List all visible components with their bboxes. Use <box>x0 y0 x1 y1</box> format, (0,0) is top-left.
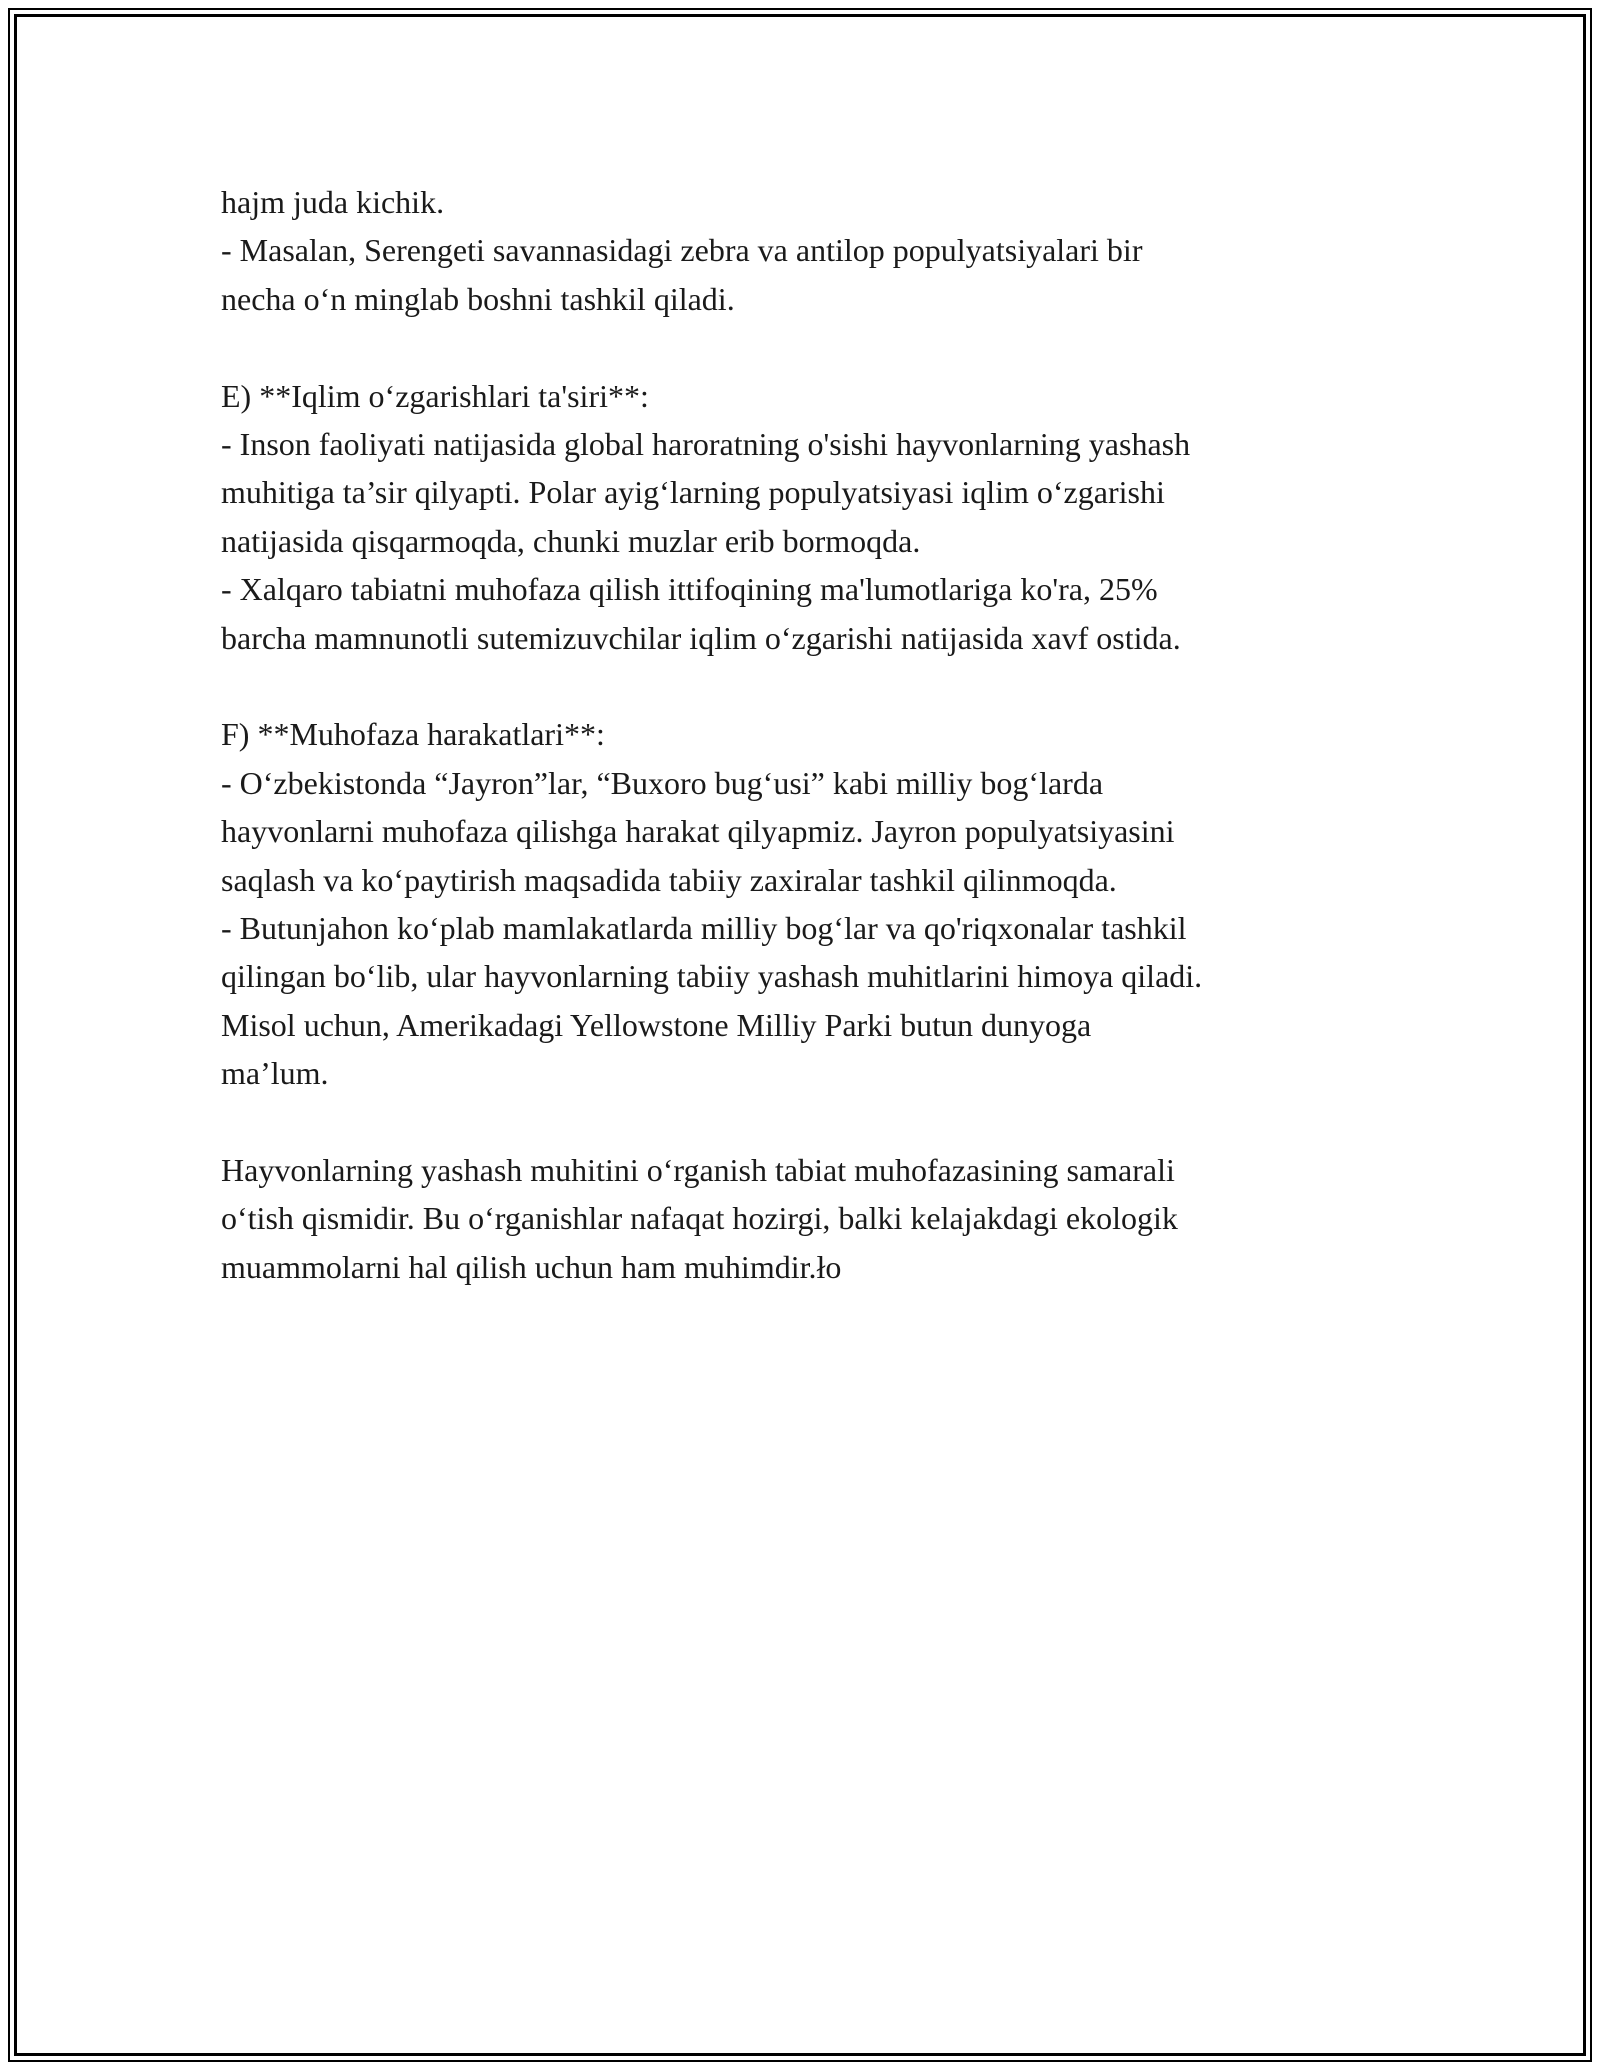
text-line: barcha mamnunotli sutemizuvchilar iqlim o‘zgarishi natijasida xavf ostida. <box>221 619 1181 656</box>
text-line: - Masalan, Serengeti savannasidagi zebra va antilop populyatsiyalari bir <box>221 232 1143 269</box>
section-heading: E) **Iqlim o‘zgarishlari ta'siri**: <box>221 377 649 414</box>
text-line: necha o‘n minglab boshni tashkil qiladi. <box>221 280 735 317</box>
text-line: natijasida qisqarmoqda, chunki muzlar erib bormoqda. <box>221 522 921 559</box>
text-line: hayvonlarni muhofaza qilishga harakat qilyapmiz. Jayron populyatsiyasini <box>221 813 1175 850</box>
text-line: muammolarni hal qilish uchun ham muhimdir.ło <box>221 1248 842 1285</box>
text-line: - Xalqaro tabiatni muhofaza qilish ittifoqining ma'lumotlariga ko'ra, 25% <box>221 571 1158 608</box>
text-line: saqlash va ko‘paytirish maqsadida tabiiy zaxiralar tashkil qilinmoqda. <box>221 861 1117 898</box>
text-line: ma’lum. <box>221 1055 329 1092</box>
document-body <box>221 178 1371 1291</box>
text-line: o‘tish qismidir. Bu o‘rganishlar nafaqat hozirgi, balki kelajakdagi ekologik <box>221 1200 1178 1237</box>
section-heading: F) **Muhofaza harakatlari**: <box>221 716 605 753</box>
text-line: hajm juda kichik. <box>221 184 445 220</box>
text-line: qilingan bo‘lib, ular hayvonlarning tabiiy yashash muhitlarini himoya qiladi. <box>221 958 1203 995</box>
paragraph-intro <box>221 178 1371 323</box>
text-line: muhitiga ta’sir qilyapti. Polar ayig‘larning populyatsiyasi iqlim o‘zgarishi <box>221 474 1165 511</box>
text-line: Hayvonlarning yashash muhitini o‘rganish tabiat muhofazasining samarali <box>221 1152 1175 1189</box>
section-climate-change <box>221 372 1371 662</box>
text-line: Misol uchun, Amerikadagi Yellowstone Milliy Parki butun dunyoga <box>221 1006 1092 1043</box>
text-line: - Inson faoliyati natijasida global haroratning o'sishi hayvonlarning yashash <box>221 426 1191 463</box>
text-line: - Butunjahon ko‘plab mamlakatlarda milliy bog‘lar va qo'riqxonalar tashkil <box>221 910 1187 947</box>
text-line: - O‘zbekistonda “Jayron”lar, “Buxoro bug‘usi” kabi milliy bog‘larda <box>221 764 1104 801</box>
section-conservation <box>221 710 1371 1097</box>
paragraph-conclusion <box>221 1146 1371 1291</box>
